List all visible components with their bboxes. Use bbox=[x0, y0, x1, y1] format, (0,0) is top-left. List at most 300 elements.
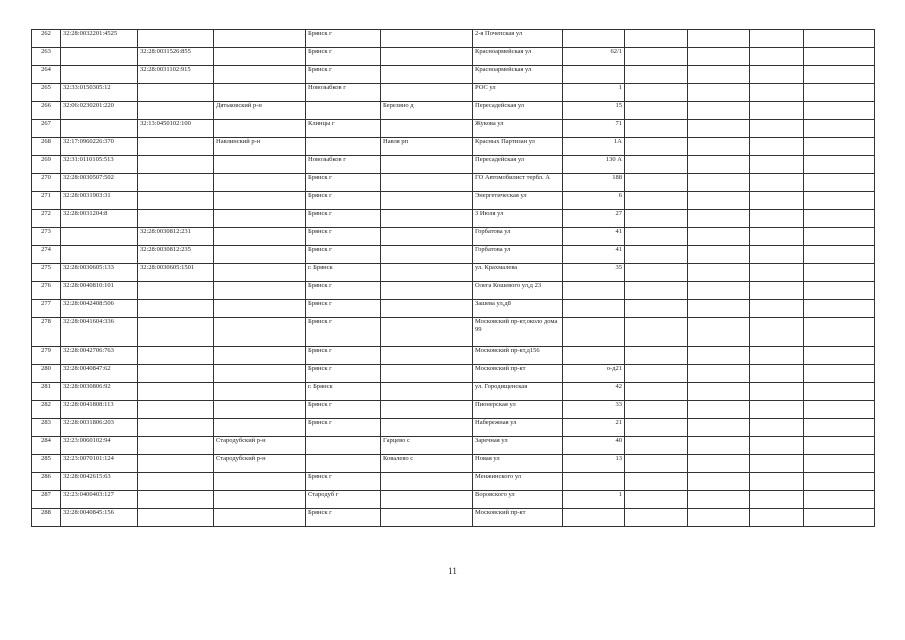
cell-empty bbox=[750, 30, 804, 48]
cell-district bbox=[214, 174, 306, 192]
table-row bbox=[32, 210, 875, 228]
cell-empty bbox=[750, 455, 804, 473]
cell-empty bbox=[688, 192, 750, 210]
table-row bbox=[32, 473, 875, 491]
cell-empty bbox=[804, 509, 875, 527]
cell-row-number: 288 bbox=[32, 509, 61, 527]
cell-settlement bbox=[381, 84, 473, 102]
cell-empty bbox=[804, 66, 875, 84]
cell-street: Заречная ул bbox=[473, 437, 563, 455]
cell-district bbox=[214, 84, 306, 102]
cell-settlement bbox=[381, 347, 473, 365]
cell-settlement bbox=[381, 473, 473, 491]
cell-street: Московский пр-кт,около дома 99 bbox=[473, 318, 563, 347]
cell-empty bbox=[750, 300, 804, 318]
cell-city: Новозыбков г bbox=[306, 84, 381, 102]
cell-house-number bbox=[563, 473, 625, 491]
cell-empty bbox=[804, 347, 875, 365]
cell-street: 2-я Почепская ул bbox=[473, 30, 563, 48]
cell-row-number: 282 bbox=[32, 401, 61, 419]
cell-city bbox=[306, 455, 381, 473]
cell-cadastral-number-parcel bbox=[61, 228, 138, 246]
cell-city: Брянск г bbox=[306, 318, 381, 347]
table-row bbox=[32, 84, 875, 102]
cell-empty bbox=[804, 120, 875, 138]
cell-settlement bbox=[381, 48, 473, 66]
cell-cadastral-number-parcel: 32:28:0032201:4525 bbox=[61, 30, 138, 48]
cell-district bbox=[214, 318, 306, 347]
cell-district bbox=[214, 264, 306, 282]
cell-settlement bbox=[381, 192, 473, 210]
cell-cadastral-number-parcel: 32:28:0030806:92 bbox=[61, 383, 138, 401]
cell-district bbox=[214, 509, 306, 527]
cell-street: Московский пр-кт bbox=[473, 365, 563, 383]
cell-cadastral-number-building bbox=[138, 138, 214, 156]
cell-district bbox=[214, 491, 306, 509]
cell-house-number bbox=[563, 300, 625, 318]
cell-row-number: 269 bbox=[32, 156, 61, 174]
cell-city: Брянск г bbox=[306, 30, 381, 48]
cell-empty bbox=[688, 210, 750, 228]
cell-empty bbox=[804, 318, 875, 347]
cell-empty bbox=[688, 491, 750, 509]
cell-empty bbox=[804, 383, 875, 401]
cell-empty bbox=[625, 365, 688, 383]
table-row bbox=[32, 246, 875, 264]
cell-empty bbox=[625, 401, 688, 419]
cell-settlement: Гарцево с bbox=[381, 437, 473, 455]
table-row bbox=[32, 66, 875, 84]
table-row bbox=[32, 509, 875, 527]
cell-settlement bbox=[381, 509, 473, 527]
cell-row-number: 270 bbox=[32, 174, 61, 192]
cell-empty bbox=[625, 48, 688, 66]
cell-settlement bbox=[381, 282, 473, 300]
table-row bbox=[32, 300, 875, 318]
cell-cadastral-number-parcel: 32:28:0031806:203 bbox=[61, 419, 138, 437]
cell-row-number: 271 bbox=[32, 192, 61, 210]
cell-district bbox=[214, 48, 306, 66]
cell-cadastral-number-building bbox=[138, 192, 214, 210]
cell-row-number: 266 bbox=[32, 102, 61, 120]
cell-cadastral-number-parcel: 32:28:0040847:62 bbox=[61, 365, 138, 383]
cell-city bbox=[306, 102, 381, 120]
cell-street: Менжинского ул bbox=[473, 473, 563, 491]
cell-cadastral-number-parcel: 32:28:0030507:502 bbox=[61, 174, 138, 192]
cell-empty bbox=[625, 174, 688, 192]
cell-cadastral-number-building bbox=[138, 30, 214, 48]
cell-row-number: 268 bbox=[32, 138, 61, 156]
cell-row-number: 262 bbox=[32, 30, 61, 48]
cell-settlement bbox=[381, 228, 473, 246]
cell-empty bbox=[804, 264, 875, 282]
cell-cadastral-number-building: 32:28:0030812:231 bbox=[138, 228, 214, 246]
cell-empty bbox=[688, 48, 750, 66]
cell-empty bbox=[625, 84, 688, 102]
cell-city: г. Брянск bbox=[306, 383, 381, 401]
cell-cadastral-number-parcel: 32:28:0040845:156 bbox=[61, 509, 138, 527]
cell-empty bbox=[688, 84, 750, 102]
cell-empty bbox=[804, 48, 875, 66]
cell-district: Дятьковский р-н bbox=[214, 102, 306, 120]
cell-house-number: 35 bbox=[563, 264, 625, 282]
cell-empty bbox=[688, 228, 750, 246]
table-row bbox=[32, 156, 875, 174]
cell-cadastral-number-building bbox=[138, 383, 214, 401]
cell-empty bbox=[688, 473, 750, 491]
cell-city: Брянск г bbox=[306, 192, 381, 210]
cell-house-number bbox=[563, 347, 625, 365]
cell-cadastral-number-building: 32:28:0031102:915 bbox=[138, 66, 214, 84]
cell-city: Брянск г bbox=[306, 228, 381, 246]
cell-street: Зашева ул,д8 bbox=[473, 300, 563, 318]
cell-district bbox=[214, 419, 306, 437]
cell-empty bbox=[625, 264, 688, 282]
cell-row-number: 264 bbox=[32, 66, 61, 84]
cell-city: Брянск г bbox=[306, 419, 381, 437]
cell-city: Брянск г bbox=[306, 509, 381, 527]
cell-empty bbox=[688, 66, 750, 84]
cell-row-number: 278 bbox=[32, 318, 61, 347]
cell-empty bbox=[750, 347, 804, 365]
cell-settlement bbox=[381, 491, 473, 509]
cell-house-number bbox=[563, 509, 625, 527]
cell-settlement bbox=[381, 401, 473, 419]
cell-empty bbox=[804, 365, 875, 383]
cell-empty bbox=[804, 455, 875, 473]
cell-cadastral-number-parcel: 32:23:0060102:94 bbox=[61, 437, 138, 455]
cell-house-number: 41 bbox=[563, 228, 625, 246]
cell-empty bbox=[688, 264, 750, 282]
cell-empty bbox=[625, 509, 688, 527]
cell-empty bbox=[804, 437, 875, 455]
cell-house-number: 15 bbox=[563, 102, 625, 120]
cell-empty bbox=[804, 473, 875, 491]
cell-house-number: о-д21 bbox=[563, 365, 625, 383]
cell-street: Жукова ул bbox=[473, 120, 563, 138]
cell-street: Пересадейская ул bbox=[473, 102, 563, 120]
cell-house-number: 62/1 bbox=[563, 48, 625, 66]
cell-empty bbox=[688, 365, 750, 383]
cell-cadastral-number-parcel: 32:33:0150305:12 bbox=[61, 84, 138, 102]
cell-cadastral-number-parcel: 32:28:0031903:31 bbox=[61, 192, 138, 210]
cell-cadastral-number-building bbox=[138, 282, 214, 300]
cell-row-number: 284 bbox=[32, 437, 61, 455]
cell-settlement: Ковалево с bbox=[381, 455, 473, 473]
cell-empty bbox=[750, 282, 804, 300]
cell-empty bbox=[804, 156, 875, 174]
cell-empty bbox=[750, 246, 804, 264]
cell-empty bbox=[688, 174, 750, 192]
cell-empty bbox=[625, 120, 688, 138]
cell-cadastral-number-parcel: 32:28:0042615:63 bbox=[61, 473, 138, 491]
cell-house-number: 42 bbox=[563, 383, 625, 401]
cell-cadastral-number-building bbox=[138, 318, 214, 347]
table-row bbox=[32, 228, 875, 246]
cell-settlement: Березино д bbox=[381, 102, 473, 120]
cell-row-number: 275 bbox=[32, 264, 61, 282]
cell-cadastral-number-parcel: 32:28:0041808:113 bbox=[61, 401, 138, 419]
cell-empty bbox=[804, 228, 875, 246]
table-row bbox=[32, 455, 875, 473]
cell-house-number: 130 А bbox=[563, 156, 625, 174]
cell-cadastral-number-building bbox=[138, 491, 214, 509]
cell-city: Брянск г bbox=[306, 300, 381, 318]
table-row bbox=[32, 138, 875, 156]
cell-empty bbox=[804, 491, 875, 509]
cell-street: ул. Городищенская bbox=[473, 383, 563, 401]
cell-district bbox=[214, 347, 306, 365]
cell-cadastral-number-parcel bbox=[61, 48, 138, 66]
cell-city: Брянск г bbox=[306, 210, 381, 228]
cell-empty bbox=[750, 102, 804, 120]
table-row bbox=[32, 491, 875, 509]
table-row bbox=[32, 30, 875, 48]
cell-empty bbox=[750, 138, 804, 156]
cell-city: Брянск г bbox=[306, 282, 381, 300]
cell-cadastral-number-building: 32:28:0030605:1501 bbox=[138, 264, 214, 282]
cell-cadastral-number-building bbox=[138, 437, 214, 455]
cell-cadastral-number-building: 32:28:0030812:235 bbox=[138, 246, 214, 264]
cell-empty bbox=[625, 347, 688, 365]
cell-empty bbox=[625, 282, 688, 300]
cell-empty bbox=[625, 228, 688, 246]
table-row bbox=[32, 383, 875, 401]
table-row bbox=[32, 102, 875, 120]
cell-empty bbox=[625, 318, 688, 347]
cell-street: Красных Партизан ул bbox=[473, 138, 563, 156]
cell-city: г. Брянск bbox=[306, 264, 381, 282]
cell-street: ГО Автомобилист тербл. А bbox=[473, 174, 563, 192]
cell-empty bbox=[625, 102, 688, 120]
cell-district bbox=[214, 192, 306, 210]
cell-cadastral-number-building: 32:13:0450102:100 bbox=[138, 120, 214, 138]
cell-empty bbox=[750, 437, 804, 455]
cell-empty bbox=[750, 365, 804, 383]
cell-empty bbox=[750, 66, 804, 84]
cell-street: Энергетическая ул bbox=[473, 192, 563, 210]
cell-empty bbox=[688, 120, 750, 138]
cell-empty bbox=[688, 509, 750, 527]
cell-district: Стародубский р-н bbox=[214, 437, 306, 455]
cell-street: Набережная ул bbox=[473, 419, 563, 437]
cell-settlement bbox=[381, 156, 473, 174]
cell-cadastral-number-building bbox=[138, 210, 214, 228]
cell-empty bbox=[804, 246, 875, 264]
cell-street: Горбатова ул bbox=[473, 228, 563, 246]
cell-row-number: 267 bbox=[32, 120, 61, 138]
cell-house-number bbox=[563, 66, 625, 84]
cell-street: Пионерская ул bbox=[473, 401, 563, 419]
cell-empty bbox=[804, 102, 875, 120]
cell-cadastral-number-building bbox=[138, 174, 214, 192]
cell-cadastral-number-parcel: 32:06:0230201:220 bbox=[61, 102, 138, 120]
cell-empty bbox=[688, 437, 750, 455]
cell-empty bbox=[750, 401, 804, 419]
table-row bbox=[32, 282, 875, 300]
cell-cadastral-number-parcel bbox=[61, 66, 138, 84]
cell-settlement bbox=[381, 383, 473, 401]
cell-row-number: 276 bbox=[32, 282, 61, 300]
cell-cadastral-number-building bbox=[138, 102, 214, 120]
cell-city: Стародуб г bbox=[306, 491, 381, 509]
cell-empty bbox=[750, 174, 804, 192]
cell-row-number: 272 bbox=[32, 210, 61, 228]
cell-district bbox=[214, 246, 306, 264]
cell-cadastral-number-building bbox=[138, 300, 214, 318]
cell-empty bbox=[750, 491, 804, 509]
cell-empty bbox=[625, 437, 688, 455]
cell-street: Московский пр-кт bbox=[473, 509, 563, 527]
cell-cadastral-number-building bbox=[138, 419, 214, 437]
cell-city: Брянск г bbox=[306, 365, 381, 383]
cell-row-number: 285 bbox=[32, 455, 61, 473]
cell-house-number: 1А bbox=[563, 138, 625, 156]
cell-empty bbox=[804, 401, 875, 419]
cell-cadastral-number-building bbox=[138, 401, 214, 419]
cell-row-number: 281 bbox=[32, 383, 61, 401]
cell-empty bbox=[750, 509, 804, 527]
cell-house-number: 1 bbox=[563, 491, 625, 509]
cell-district bbox=[214, 30, 306, 48]
cell-empty bbox=[688, 419, 750, 437]
table-row bbox=[32, 174, 875, 192]
cell-settlement bbox=[381, 365, 473, 383]
cell-city: Брянск г bbox=[306, 48, 381, 66]
cell-house-number: 1 bbox=[563, 84, 625, 102]
cell-city bbox=[306, 437, 381, 455]
cell-district bbox=[214, 300, 306, 318]
cell-empty bbox=[804, 174, 875, 192]
cell-empty bbox=[750, 264, 804, 282]
cell-cadastral-number-building bbox=[138, 473, 214, 491]
cell-empty bbox=[688, 246, 750, 264]
cell-city: Брянск г bbox=[306, 347, 381, 365]
cell-cadastral-number-parcel: 32:31:0110105:513 bbox=[61, 156, 138, 174]
cell-settlement bbox=[381, 66, 473, 84]
cell-row-number: 283 bbox=[32, 419, 61, 437]
table-row bbox=[32, 401, 875, 419]
cell-settlement bbox=[381, 246, 473, 264]
cell-street: ул. Крахмалева bbox=[473, 264, 563, 282]
cell-empty bbox=[625, 138, 688, 156]
cell-house-number bbox=[563, 318, 625, 347]
cell-empty bbox=[804, 282, 875, 300]
cell-street: Воровского ул bbox=[473, 491, 563, 509]
cell-row-number: 274 bbox=[32, 246, 61, 264]
cell-district bbox=[214, 66, 306, 84]
cell-street: РОС ул bbox=[473, 84, 563, 102]
table-row bbox=[32, 437, 875, 455]
cell-empty bbox=[625, 455, 688, 473]
cell-street: Московский пр-кт,д156 bbox=[473, 347, 563, 365]
cell-street: Пересадейская ул bbox=[473, 156, 563, 174]
cell-empty bbox=[804, 419, 875, 437]
cell-empty bbox=[750, 48, 804, 66]
cell-cadastral-number-building bbox=[138, 455, 214, 473]
cell-empty bbox=[750, 383, 804, 401]
table-row bbox=[32, 419, 875, 437]
cell-row-number: 280 bbox=[32, 365, 61, 383]
cell-cadastral-number-parcel bbox=[61, 120, 138, 138]
cell-cadastral-number-parcel: 32:23:0400403:127 bbox=[61, 491, 138, 509]
cell-empty bbox=[804, 300, 875, 318]
cell-district bbox=[214, 210, 306, 228]
cell-empty bbox=[625, 473, 688, 491]
cell-settlement bbox=[381, 318, 473, 347]
cell-house-number: 21 bbox=[563, 419, 625, 437]
cell-city: Брянск г bbox=[306, 401, 381, 419]
cell-city: Брянск г bbox=[306, 174, 381, 192]
cell-empty bbox=[688, 383, 750, 401]
cell-row-number: 277 bbox=[32, 300, 61, 318]
cell-empty bbox=[750, 473, 804, 491]
cell-cadastral-number-parcel: 32:28:0040810:101 bbox=[61, 282, 138, 300]
cell-city bbox=[306, 138, 381, 156]
cell-empty bbox=[750, 210, 804, 228]
cell-empty bbox=[804, 84, 875, 102]
cell-cadastral-number-building bbox=[138, 509, 214, 527]
cell-house-number: 40 bbox=[563, 437, 625, 455]
cell-street: Олега Кошевого ул,д 23 bbox=[473, 282, 563, 300]
cell-cadastral-number-parcel: 32:28:0031204:8 bbox=[61, 210, 138, 228]
cell-empty bbox=[625, 246, 688, 264]
cell-cadastral-number-building bbox=[138, 347, 214, 365]
cell-district bbox=[214, 401, 306, 419]
cell-house-number: 41 bbox=[563, 246, 625, 264]
cell-empty bbox=[625, 491, 688, 509]
cell-street: Красноармейская ул bbox=[473, 48, 563, 66]
cell-empty bbox=[688, 318, 750, 347]
table-row bbox=[32, 347, 875, 365]
cell-empty bbox=[750, 228, 804, 246]
cell-cadastral-number-building bbox=[138, 84, 214, 102]
table-row bbox=[32, 318, 875, 347]
table-row bbox=[32, 365, 875, 383]
cell-empty bbox=[688, 401, 750, 419]
cell-row-number: 265 bbox=[32, 84, 61, 102]
table-row bbox=[32, 120, 875, 138]
cell-cadastral-number-building bbox=[138, 156, 214, 174]
cell-row-number: 286 bbox=[32, 473, 61, 491]
cell-street: 3 Июля ул bbox=[473, 210, 563, 228]
cell-settlement bbox=[381, 30, 473, 48]
cell-district bbox=[214, 156, 306, 174]
table-row bbox=[32, 264, 875, 282]
cell-street: Красноармейская ул bbox=[473, 66, 563, 84]
cell-empty bbox=[750, 120, 804, 138]
cell-district bbox=[214, 473, 306, 491]
cell-empty bbox=[625, 419, 688, 437]
cell-empty bbox=[804, 30, 875, 48]
cell-settlement bbox=[381, 300, 473, 318]
cell-settlement bbox=[381, 174, 473, 192]
cell-district bbox=[214, 365, 306, 383]
cell-city: Новозыбков г bbox=[306, 156, 381, 174]
cell-city: Брянск г bbox=[306, 473, 381, 491]
cell-cadastral-number-parcel: 32:28:0030605:133 bbox=[61, 264, 138, 282]
cell-empty bbox=[625, 210, 688, 228]
cell-empty bbox=[804, 210, 875, 228]
cell-house-number: 71 bbox=[563, 120, 625, 138]
cell-empty bbox=[804, 138, 875, 156]
cell-cadastral-number-parcel: 32:17:0960226:370 bbox=[61, 138, 138, 156]
cell-district: Навлинский р-н bbox=[214, 138, 306, 156]
cell-settlement bbox=[381, 210, 473, 228]
cell-cadastral-number-parcel: 32:28:0042408:506 bbox=[61, 300, 138, 318]
cell-row-number: 273 bbox=[32, 228, 61, 246]
cell-house-number: 33 bbox=[563, 401, 625, 419]
